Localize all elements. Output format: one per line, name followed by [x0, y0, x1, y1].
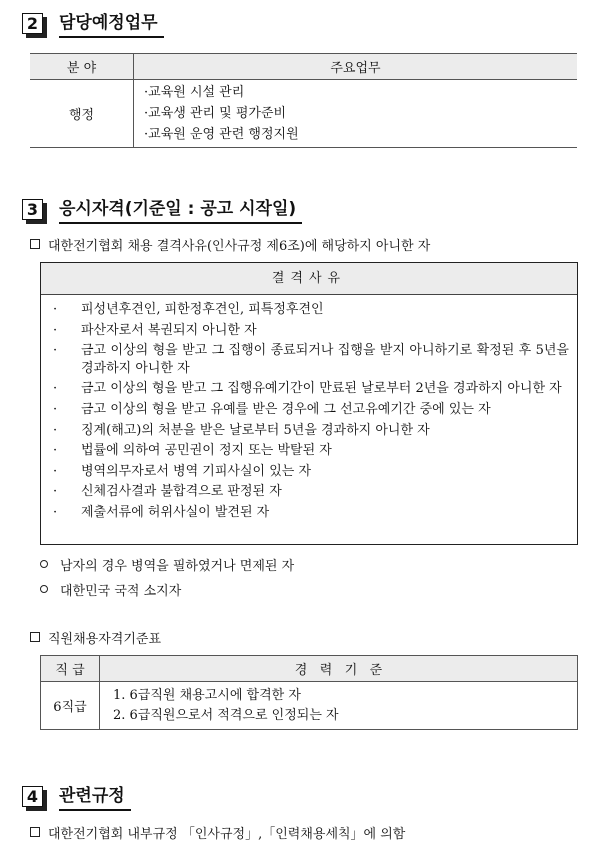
header-criteria: 경 력 기 준 — [100, 656, 578, 682]
bullet-dot: · — [53, 401, 58, 417]
criteria-table — [40, 655, 578, 730]
square-bullet-icon — [30, 632, 40, 642]
disqualification-box — [40, 262, 578, 545]
section-3-heading — [22, 198, 302, 224]
section-4-heading — [22, 785, 131, 811]
list-item: · 신체검사결과 불합격으로 판정된 자 — [53, 484, 282, 500]
header-duty: 주요업무 — [134, 54, 578, 80]
list-item: · 법률에 의하여 공민권이 정지 또는 박탈된 자 — [53, 443, 332, 459]
section-title: 응시자격(기준일 : 공고 시작일) — [59, 198, 302, 224]
criteria-title: 직원채용자격기준표 — [48, 632, 162, 647]
section-title: 담당예정업무 — [59, 12, 164, 38]
list-item: · 피성년후견인, 피한정후견인, 피특정후견인 — [53, 302, 324, 317]
disqualification-list — [53, 301, 569, 522]
header-field: 분 야 — [30, 54, 134, 80]
list-item: · 병역의무자로서 병역 기피사실이 있는 자 — [53, 463, 312, 479]
bullet-dot: · — [53, 343, 58, 359]
section-number: 3 — [22, 199, 43, 220]
intro-text: 대한전기협회 채용 결격사유(인사규정 제6조)에 해당하지 아니한 자 — [48, 239, 431, 254]
condition-line: 대한민국 국적 소지자 — [40, 580, 181, 599]
duty-table — [30, 53, 577, 148]
duty-item: ·교육생 관리 및 평가준비 — [144, 106, 287, 121]
list-item: · 금고 이상의 형을 받고 그 집행이 종료되거나 집행을 받지 아니하기로 확정된 후 5년을 경과하지 아니한 자 — [53, 343, 569, 376]
bullet-dot: · — [53, 463, 58, 479]
list-item: · 징계(해고)의 처분을 받은 날로부터 5년을 경과하지 아니한 자 — [53, 422, 430, 438]
list-item: · 금고 이상의 형을 받고 유예를 받은 경우에 그 선고유예기간 중에 있는 자 — [53, 401, 491, 417]
bullet-dot: · — [53, 422, 58, 438]
field-cell: 행정 — [30, 80, 134, 148]
square-bullet-icon — [30, 827, 40, 837]
criteria-item: 1. 6급직원 채용고시에 합격한 자 — [113, 687, 301, 703]
bullet-dot: · — [53, 302, 58, 317]
criteria-title-line — [30, 628, 161, 647]
section-number: 2 — [22, 13, 43, 34]
duty-cell — [134, 80, 578, 148]
list-item: · 금고 이상의 형을 받고 그 집행유예기간이 만료된 날로부터 2년을 경과하지 아니한 자 — [53, 381, 562, 397]
section-2-heading — [22, 12, 164, 38]
list-item: · 제출서류에 허위사실이 발견된 자 — [53, 504, 270, 520]
duty-item: ·교육원 운영 관련 행정지원 — [144, 127, 299, 142]
criteria-item: 2. 6급직원으로서 적격으로 인정되는 자 — [113, 707, 339, 723]
section-number: 4 — [22, 786, 43, 807]
intro-line — [30, 235, 430, 254]
disqualification-header: 결격사유 — [41, 263, 577, 295]
bullet-dot: · — [53, 484, 58, 500]
duty-item: ·교육원 시설 관리 — [144, 85, 245, 100]
square-bullet-icon — [30, 239, 40, 249]
section-title: 관련규정 — [59, 785, 131, 811]
regulation-line — [30, 823, 405, 842]
bullet-dot: · — [53, 322, 58, 338]
condition-line: 남자의 경우 병역을 필하였거나 면제된 자 — [40, 555, 294, 574]
regulation-text: 대한전기협회 내부규정 「인사규정」,「인력채용세칙」에 의함 — [48, 827, 406, 842]
header-grade: 직 급 — [41, 656, 100, 682]
list-item: · 파산자로서 복권되지 아니한 자 — [53, 322, 257, 338]
criteria-cell — [100, 682, 578, 730]
bullet-dot: · — [53, 381, 58, 397]
circle-bullet-icon — [40, 585, 48, 593]
bullet-dot: · — [53, 504, 58, 520]
circle-bullet-icon — [40, 560, 48, 568]
grade-cell: 6직급 — [41, 682, 100, 730]
bullet-dot: · — [53, 443, 58, 459]
